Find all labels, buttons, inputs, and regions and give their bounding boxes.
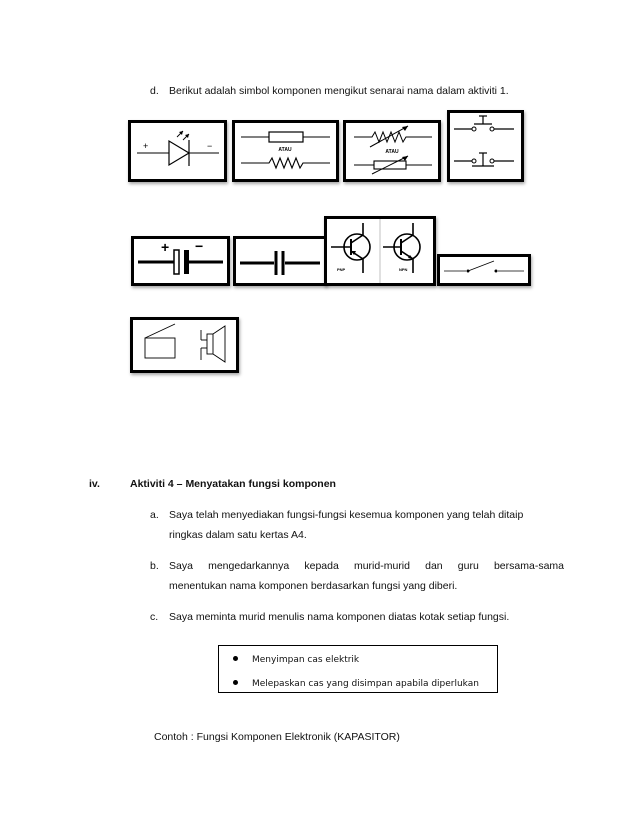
bullet-icon [233,656,238,661]
item-label-c: c. [150,611,159,623]
section-title: Aktiviti 4 – Menyatakan fungsi komponen [130,478,336,490]
function-bullet-item [233,679,479,689]
function-bullet-text: Menyimpan cas elektrik [252,655,360,665]
transistor-symbol-icon [327,219,433,283]
capacitor-minus-sign: − [195,239,204,254]
variable-resistor-symbol-card [343,120,441,182]
item-label-a: a. [150,509,159,521]
item-b-line1: Saya mengedarkannya kepada murid-murid dan guru bersama-sama [169,560,564,572]
speaker-symbol-card [130,317,239,373]
item-a-line2: ringkas dalam satu kertas A4. [169,529,307,541]
led-plus-sign: + [143,141,149,151]
example-caption: Contoh : Fungsi Komponen Elektronik (KAPASITOR) [154,731,400,743]
push-button-symbol-icon [450,113,521,179]
resistor-symbol-card [232,120,339,182]
item-c-line1: Saya meminta murid menulis nama komponen diatas kotak setiap fungsi. [169,611,510,623]
electrolytic-capacitor-symbol-icon [134,239,227,283]
led-symbol-icon [131,123,224,179]
capacitor-plus-sign: + [161,239,170,255]
npn-label: NPN [399,267,408,272]
capacitor-symbol-card [233,236,327,286]
push-button-symbol-card [447,110,524,182]
led-symbol-card [128,120,227,182]
item-text-d: Berikut adalah simbol komponen mengikut senarai nama dalam aktiviti 1. [169,85,509,97]
capacitor-symbol-icon [236,239,324,283]
function-bullet-text: Melepaskan cas yang disimpan apabila diperlukan [252,679,479,689]
resistor-atau-label: ATAU [278,147,292,153]
switch-symbol-card [437,254,531,286]
led-minus-sign: − [207,141,213,151]
item-a-line1: Saya telah menyediakan fungsi-fungsi kesemua komponen yang telah ditaip [169,509,524,521]
variable-resistor-atau-label: ATAU [385,149,399,155]
pnp-label: PNP [337,267,346,272]
item-b-line2: menentukan nama komponen berdasarkan fungsi yang diberi. [169,580,458,592]
switch-symbol-icon [440,257,528,283]
bullet-icon [233,680,238,685]
electrolytic-capacitor-symbol-card [131,236,230,286]
function-bullet-item [233,655,359,665]
speaker-symbol-icon [133,320,236,370]
item-label-b: b. [150,560,159,572]
transistor-symbol-card [324,216,436,286]
item-label-d: d. [150,85,159,97]
function-box [218,645,498,693]
section-numeral: iv. [89,478,100,490]
resistor-symbol-icon [235,123,336,179]
variable-resistor-symbol-icon [346,123,438,179]
